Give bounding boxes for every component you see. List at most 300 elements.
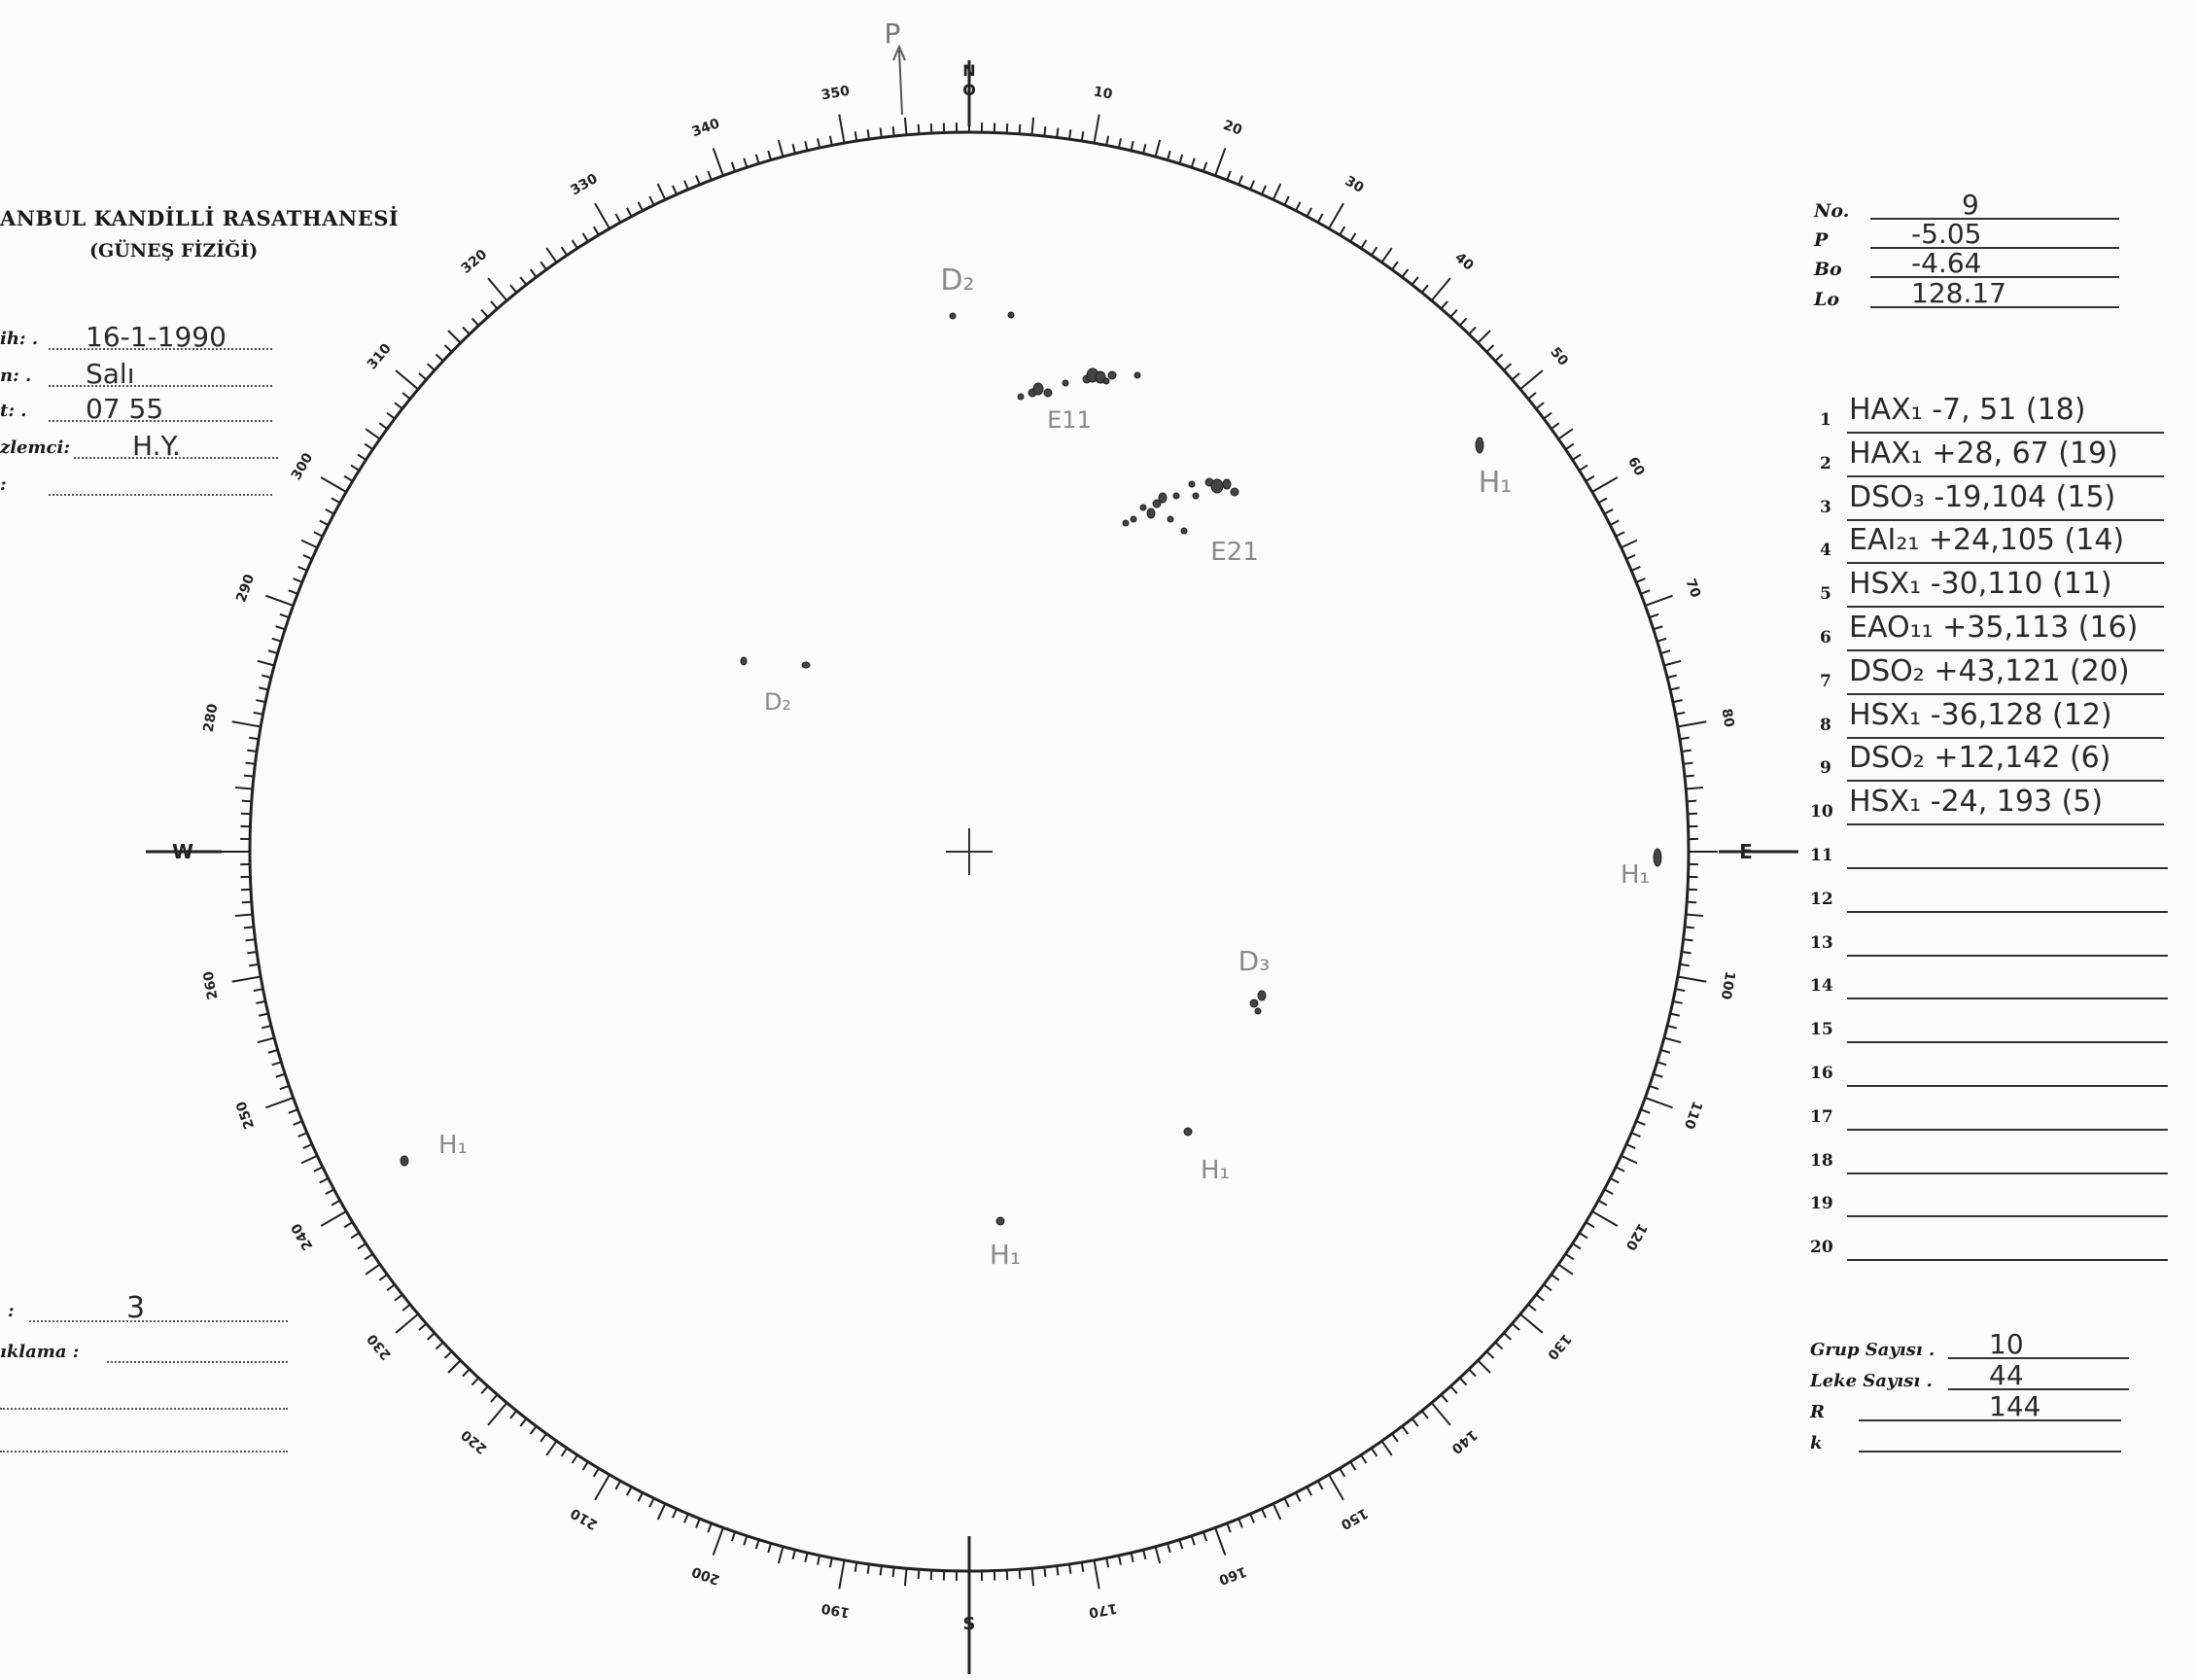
scale-tick bbox=[1660, 1050, 1670, 1053]
scale-tick bbox=[615, 214, 620, 223]
scale-label-40: 40 bbox=[1451, 249, 1477, 274]
scale-tick bbox=[1469, 327, 1476, 333]
scale-tick bbox=[1664, 1038, 1681, 1043]
west-letter: W bbox=[171, 840, 194, 863]
sunspot bbox=[802, 662, 810, 668]
scale-tick bbox=[881, 1565, 882, 1575]
scale-tick bbox=[658, 184, 666, 199]
sunspot bbox=[1223, 479, 1231, 489]
scale-label-230: 230 bbox=[364, 1330, 395, 1363]
group-entry: HSX₁ -24, 193 (5) bbox=[1849, 785, 2104, 820]
scale-tick bbox=[1686, 788, 1703, 789]
scale-tick bbox=[1340, 1468, 1344, 1477]
scale-tick bbox=[481, 310, 488, 317]
scale-tick bbox=[1685, 776, 1694, 777]
scale-tick bbox=[1262, 1509, 1266, 1518]
scale-tick bbox=[696, 1519, 700, 1527]
scale-tick bbox=[1381, 1441, 1391, 1455]
scale-tick bbox=[1106, 1558, 1108, 1567]
scale-tick bbox=[1361, 240, 1366, 248]
sunspot bbox=[1231, 488, 1238, 496]
scale-tick bbox=[1565, 444, 1573, 450]
scale-tick bbox=[1156, 140, 1161, 157]
scale-tick bbox=[1528, 393, 1536, 399]
scale-tick bbox=[1626, 555, 1635, 559]
scale-tick bbox=[541, 262, 546, 269]
scale-tick bbox=[436, 355, 442, 362]
scale-tick bbox=[708, 171, 712, 180]
scale-tick bbox=[1372, 247, 1377, 255]
scale-tick bbox=[1203, 1532, 1206, 1541]
scale-tick bbox=[280, 1086, 289, 1089]
summary-label: k bbox=[1810, 1433, 1823, 1453]
scale-tick bbox=[868, 129, 869, 139]
scale-tick bbox=[488, 278, 506, 300]
left-field-value: 16-1-1990 bbox=[86, 321, 227, 353]
scale-tick bbox=[1227, 171, 1231, 180]
scale-tick bbox=[673, 186, 677, 194]
left-field-label: ih: . bbox=[0, 329, 39, 349]
scale-tick bbox=[276, 626, 286, 629]
sunspot bbox=[1173, 493, 1179, 499]
scale-tick bbox=[562, 247, 568, 255]
scale-tick bbox=[1450, 310, 1457, 317]
scale-tick bbox=[830, 136, 832, 146]
scale-tick bbox=[298, 567, 307, 571]
scale-tick bbox=[249, 738, 259, 740]
scale-tick bbox=[344, 476, 353, 481]
scale-tick bbox=[1622, 1156, 1637, 1164]
left-field-label: t: . bbox=[0, 401, 27, 421]
scale-tick bbox=[1372, 1448, 1377, 1455]
scale-tick bbox=[1520, 1314, 1543, 1333]
scale-tick bbox=[259, 1013, 268, 1015]
scale-tick bbox=[1660, 650, 1670, 653]
scale-tick bbox=[358, 1243, 366, 1248]
group-number: 18 bbox=[1810, 1150, 1833, 1171]
summary-label: Grup Sayısı . bbox=[1810, 1340, 1935, 1360]
bottom-field-label: ıklama : bbox=[0, 1342, 80, 1362]
scale-tick bbox=[1573, 1243, 1581, 1248]
scale-tick bbox=[1504, 364, 1511, 370]
scale-tick bbox=[1238, 1519, 1242, 1527]
scale-tick bbox=[419, 1323, 427, 1330]
scale-tick bbox=[1685, 927, 1694, 928]
scale-tick bbox=[1667, 676, 1677, 678]
scale-tick bbox=[331, 498, 340, 503]
scale-tick bbox=[365, 444, 372, 450]
group-annotation: H₁ bbox=[1201, 1156, 1230, 1185]
scale-tick bbox=[1626, 1144, 1635, 1148]
scale-tick bbox=[520, 1418, 526, 1426]
left-field-label: zlemci: bbox=[0, 438, 70, 458]
group-number: 11 bbox=[1810, 846, 1833, 865]
scale-tick bbox=[235, 788, 253, 789]
scale-tick bbox=[779, 1547, 784, 1563]
scale-tick bbox=[444, 345, 451, 352]
group-entry: HAX₁ +28, 67 (19) bbox=[1849, 436, 2118, 471]
north-o-letter: O bbox=[962, 81, 976, 99]
sunspot bbox=[1193, 493, 1199, 499]
scale-tick bbox=[276, 1074, 286, 1077]
scale-tick bbox=[546, 248, 556, 262]
scale-tick bbox=[893, 1567, 894, 1577]
scale-tick bbox=[1131, 1553, 1133, 1562]
scale-tick bbox=[387, 1284, 395, 1290]
sunspot bbox=[741, 657, 747, 665]
scale-tick bbox=[1680, 738, 1690, 740]
institution-title: ANBUL KANDİLLİ RASATHANESİ bbox=[0, 206, 400, 230]
scale-tick bbox=[262, 676, 271, 678]
group-number: 2 bbox=[1820, 453, 1831, 473]
group-annotation: D₂ bbox=[763, 688, 792, 716]
group-annotation: H₁ bbox=[989, 1239, 1022, 1271]
scale-tick bbox=[931, 123, 932, 133]
scale-tick bbox=[268, 1050, 278, 1053]
header-field-value: 9 bbox=[1962, 189, 1979, 221]
scale-tick bbox=[1318, 214, 1323, 223]
sunspot bbox=[401, 1156, 408, 1166]
scale-tick bbox=[1683, 763, 1692, 764]
scale-tick bbox=[684, 181, 688, 190]
scale-tick bbox=[289, 590, 297, 594]
scale-tick bbox=[1284, 196, 1288, 205]
scale-tick bbox=[1486, 1351, 1493, 1358]
scale-tick bbox=[541, 1434, 546, 1442]
scale-label-340: 340 bbox=[689, 116, 722, 141]
scale-tick bbox=[714, 148, 723, 175]
sunspot bbox=[1189, 481, 1195, 487]
scale-tick bbox=[1422, 285, 1428, 293]
group-entry: HSX₁ -36,128 (12) bbox=[1849, 697, 2112, 732]
scale-tick bbox=[1119, 1556, 1121, 1565]
group-number: 7 bbox=[1820, 671, 1831, 691]
scale-label-150: 150 bbox=[1338, 1504, 1371, 1533]
scale-tick bbox=[830, 1558, 832, 1567]
scale-tick bbox=[1318, 1481, 1323, 1489]
scale-tick bbox=[1598, 1201, 1607, 1206]
scale-label-130: 130 bbox=[1544, 1330, 1575, 1363]
p-arrow-line bbox=[899, 51, 902, 115]
scale-tick bbox=[1641, 590, 1650, 594]
scale-tick bbox=[708, 1523, 712, 1532]
scale-tick bbox=[249, 964, 259, 966]
sunspot bbox=[1033, 383, 1043, 395]
group-annotation: H₁ bbox=[438, 1131, 468, 1160]
scale-tick bbox=[779, 140, 784, 157]
scale-tick bbox=[793, 144, 795, 154]
scale-tick bbox=[1673, 1001, 1683, 1003]
scale-tick bbox=[326, 509, 334, 514]
sunspot bbox=[996, 1217, 1004, 1225]
scale-tick bbox=[732, 162, 735, 171]
scale-tick bbox=[258, 1038, 274, 1043]
scale-tick bbox=[531, 1426, 537, 1434]
scale-tick bbox=[396, 370, 418, 389]
sunspot bbox=[1063, 380, 1068, 386]
scale-tick bbox=[1273, 184, 1281, 199]
group-entry: DSO₂ +12,142 (6) bbox=[1849, 741, 2111, 776]
scale-tick bbox=[649, 196, 653, 205]
scale-tick bbox=[1586, 476, 1594, 481]
scale-tick bbox=[1106, 136, 1108, 146]
scale-tick bbox=[488, 1403, 506, 1425]
scale-tick bbox=[256, 1001, 265, 1003]
scale-tick bbox=[1636, 1121, 1645, 1125]
scale-tick bbox=[1512, 1323, 1519, 1330]
left-field-label: : bbox=[0, 474, 7, 495]
scale-tick bbox=[1552, 1275, 1559, 1280]
scale-tick bbox=[1250, 181, 1254, 190]
scale-label-200: 200 bbox=[689, 1562, 722, 1588]
scale-tick bbox=[491, 301, 498, 309]
scale-tick bbox=[1657, 639, 1667, 642]
scale-tick bbox=[387, 413, 395, 419]
scale-tick bbox=[366, 429, 380, 438]
sunspot bbox=[1250, 999, 1258, 1007]
scale-tick bbox=[1044, 1567, 1045, 1577]
scale-tick bbox=[1654, 626, 1663, 629]
scale-tick bbox=[256, 700, 265, 702]
scale-tick bbox=[1682, 751, 1691, 752]
north-letter: N bbox=[962, 61, 976, 80]
scale-tick bbox=[1441, 1394, 1447, 1402]
scale-tick bbox=[1020, 124, 1021, 134]
scale-tick bbox=[379, 423, 387, 429]
left-field-label: n: . bbox=[0, 366, 32, 386]
scale-tick bbox=[246, 939, 256, 940]
scale-tick bbox=[1673, 700, 1683, 702]
scale-tick bbox=[893, 126, 894, 136]
scale-tick bbox=[1329, 203, 1343, 228]
group-number: 17 bbox=[1810, 1106, 1833, 1127]
scale-tick bbox=[1460, 1378, 1467, 1384]
sunspot bbox=[1018, 394, 1024, 400]
scale-tick bbox=[919, 124, 920, 134]
group-entry: EAI₂₁ +24,105 (14) bbox=[1849, 523, 2125, 558]
scale-tick bbox=[1179, 155, 1182, 164]
scale-tick bbox=[259, 687, 268, 689]
scale-tick bbox=[1688, 890, 1697, 891]
scale-tick bbox=[1238, 176, 1242, 185]
group-number: 16 bbox=[1810, 1064, 1833, 1083]
scale-tick bbox=[1558, 1264, 1573, 1274]
group-entry: DSO₂ +43,121 (20) bbox=[1849, 653, 2130, 688]
scale-tick bbox=[905, 1568, 907, 1586]
scale-tick bbox=[314, 532, 323, 536]
scale-tick bbox=[510, 285, 516, 293]
scale-tick bbox=[768, 1543, 771, 1553]
scale-label-30: 30 bbox=[1342, 173, 1367, 196]
scale-tick bbox=[1350, 1462, 1355, 1470]
scale-tick bbox=[1678, 721, 1707, 726]
scale-tick bbox=[448, 331, 461, 343]
scale-label-70: 70 bbox=[1682, 577, 1704, 601]
scale-tick bbox=[673, 1509, 677, 1518]
scale-tick bbox=[1616, 532, 1624, 536]
scale-tick bbox=[1007, 123, 1008, 133]
scale-tick bbox=[1412, 277, 1418, 285]
scale-tick bbox=[1610, 1178, 1619, 1183]
scale-tick bbox=[491, 1394, 498, 1402]
scale-tick bbox=[1361, 1455, 1366, 1463]
scale-label-210: 210 bbox=[568, 1504, 601, 1533]
group-number: 9 bbox=[1820, 758, 1831, 779]
scale-tick bbox=[1392, 262, 1398, 269]
scale-tick bbox=[428, 1333, 435, 1340]
scale-tick bbox=[1645, 596, 1672, 606]
sunspot bbox=[1103, 378, 1109, 384]
scale-tick bbox=[472, 318, 479, 325]
scale-tick bbox=[546, 1441, 556, 1455]
scale-tick bbox=[1402, 269, 1408, 277]
scale-tick bbox=[1192, 158, 1195, 168]
scale-tick bbox=[1156, 1547, 1161, 1563]
group-annotation: D₂ bbox=[940, 263, 975, 298]
scale-tick bbox=[1057, 128, 1058, 138]
scale-tick bbox=[294, 578, 302, 582]
scale-tick bbox=[235, 914, 253, 916]
scale-label-350: 350 bbox=[820, 83, 852, 104]
scale-tick bbox=[714, 1527, 723, 1555]
scale-tick bbox=[1544, 413, 1552, 419]
scale-tick bbox=[1586, 1222, 1594, 1227]
scale-tick bbox=[1094, 115, 1098, 144]
scale-tick bbox=[303, 1144, 312, 1148]
scale-tick bbox=[1215, 1527, 1225, 1555]
scale-tick bbox=[242, 902, 252, 903]
sunspot bbox=[1140, 505, 1146, 510]
scale-label-220: 220 bbox=[458, 1426, 491, 1457]
sunspot bbox=[1008, 312, 1014, 318]
scale-tick bbox=[1592, 1211, 1618, 1226]
scale-tick bbox=[1675, 713, 1685, 715]
group-number: 14 bbox=[1810, 976, 1833, 997]
scale-tick bbox=[298, 1133, 307, 1137]
scale-tick bbox=[1504, 1333, 1511, 1340]
scale-tick bbox=[1020, 1569, 1021, 1579]
header-field-label: Lo bbox=[1814, 289, 1840, 310]
scale-tick bbox=[289, 1109, 297, 1113]
scale-label-50: 50 bbox=[1547, 344, 1572, 369]
scale-tick bbox=[272, 639, 282, 642]
group-annotation: D₃ bbox=[1238, 945, 1271, 977]
scale-tick bbox=[1680, 964, 1690, 966]
scale-tick bbox=[1495, 1343, 1502, 1349]
scale-tick bbox=[1469, 1369, 1476, 1376]
scale-tick bbox=[818, 1556, 820, 1565]
scale-tick bbox=[232, 976, 262, 981]
scale-tick bbox=[351, 466, 359, 471]
scale-label-330: 330 bbox=[568, 170, 601, 199]
scale-tick bbox=[1686, 914, 1703, 916]
scale-tick bbox=[272, 1062, 282, 1065]
scale-tick bbox=[1450, 1386, 1457, 1393]
summary-value: 10 bbox=[1989, 1328, 2024, 1360]
scale-tick bbox=[241, 814, 251, 815]
scale-label-260: 260 bbox=[200, 969, 222, 1001]
scale-tick bbox=[448, 1360, 461, 1373]
scale-tick bbox=[244, 927, 254, 928]
scale-tick bbox=[1168, 151, 1170, 160]
scale-tick bbox=[301, 541, 317, 548]
scale-tick bbox=[744, 1536, 747, 1546]
scale-tick bbox=[262, 1026, 271, 1028]
scale-tick bbox=[481, 1386, 488, 1393]
scale-tick bbox=[1654, 1074, 1663, 1077]
sunspot bbox=[1654, 849, 1661, 866]
scale-tick bbox=[419, 373, 427, 380]
sunspot bbox=[950, 313, 956, 319]
header-field-value: 128.17 bbox=[1911, 277, 2006, 309]
scale-tick bbox=[1667, 1026, 1677, 1028]
scale-tick bbox=[1296, 1492, 1301, 1501]
scale-tick bbox=[366, 1264, 380, 1274]
scale-tick bbox=[1645, 1098, 1672, 1107]
scale-tick bbox=[1687, 801, 1696, 802]
scale-tick bbox=[1307, 208, 1311, 217]
group-annotation: H₁ bbox=[1621, 860, 1650, 890]
scale-label-250: 250 bbox=[233, 1099, 259, 1132]
scale-tick bbox=[1565, 1254, 1573, 1260]
sunspot bbox=[1108, 371, 1116, 379]
scale-tick bbox=[395, 1295, 402, 1301]
scale-tick bbox=[520, 277, 526, 285]
scale-tick bbox=[1573, 455, 1581, 460]
scale-tick bbox=[379, 1275, 387, 1280]
sunspot bbox=[1211, 479, 1223, 493]
scale-tick bbox=[254, 989, 263, 991]
scale-tick bbox=[1432, 1403, 1450, 1425]
scale-label-240: 240 bbox=[288, 1220, 317, 1253]
scale-tick bbox=[1044, 126, 1045, 136]
group-number: 20 bbox=[1810, 1238, 1833, 1258]
scale-tick bbox=[1664, 661, 1681, 666]
header-field-value: -4.64 bbox=[1911, 247, 1982, 279]
scale-tick bbox=[627, 1487, 632, 1495]
scale-tick bbox=[1402, 1426, 1408, 1434]
scale-tick bbox=[1478, 331, 1490, 343]
scale-tick bbox=[573, 1455, 577, 1463]
scale-tick bbox=[696, 176, 700, 185]
summary-label: Leke Sayısı . bbox=[1810, 1371, 1933, 1391]
scale-tick bbox=[1641, 1109, 1650, 1113]
scale-tick bbox=[1687, 902, 1696, 903]
scale-tick bbox=[1478, 1360, 1490, 1373]
scale-tick bbox=[472, 1378, 479, 1384]
sunspot bbox=[1159, 493, 1167, 503]
scale-tick bbox=[247, 751, 257, 752]
scale-tick bbox=[265, 596, 293, 606]
scale-tick bbox=[1631, 567, 1640, 571]
group-number: 4 bbox=[1820, 541, 1831, 561]
scale-tick bbox=[436, 1343, 442, 1349]
scale-tick bbox=[1131, 141, 1133, 151]
scale-tick bbox=[931, 1570, 932, 1580]
group-number: 19 bbox=[1810, 1194, 1833, 1214]
scale-tick bbox=[649, 1498, 653, 1507]
scale-tick bbox=[1670, 1013, 1680, 1015]
scale-tick bbox=[247, 952, 257, 953]
scale-tick bbox=[314, 1167, 323, 1171]
scale-label-110: 110 bbox=[1680, 1099, 1705, 1132]
scale-tick bbox=[531, 269, 537, 277]
scale-tick bbox=[627, 208, 632, 217]
scale-tick bbox=[294, 1121, 302, 1125]
scale-tick bbox=[444, 1351, 451, 1358]
department-subtitle: (GÜNEŞ FİZİĞİ) bbox=[89, 240, 259, 262]
scale-tick bbox=[1650, 614, 1658, 617]
